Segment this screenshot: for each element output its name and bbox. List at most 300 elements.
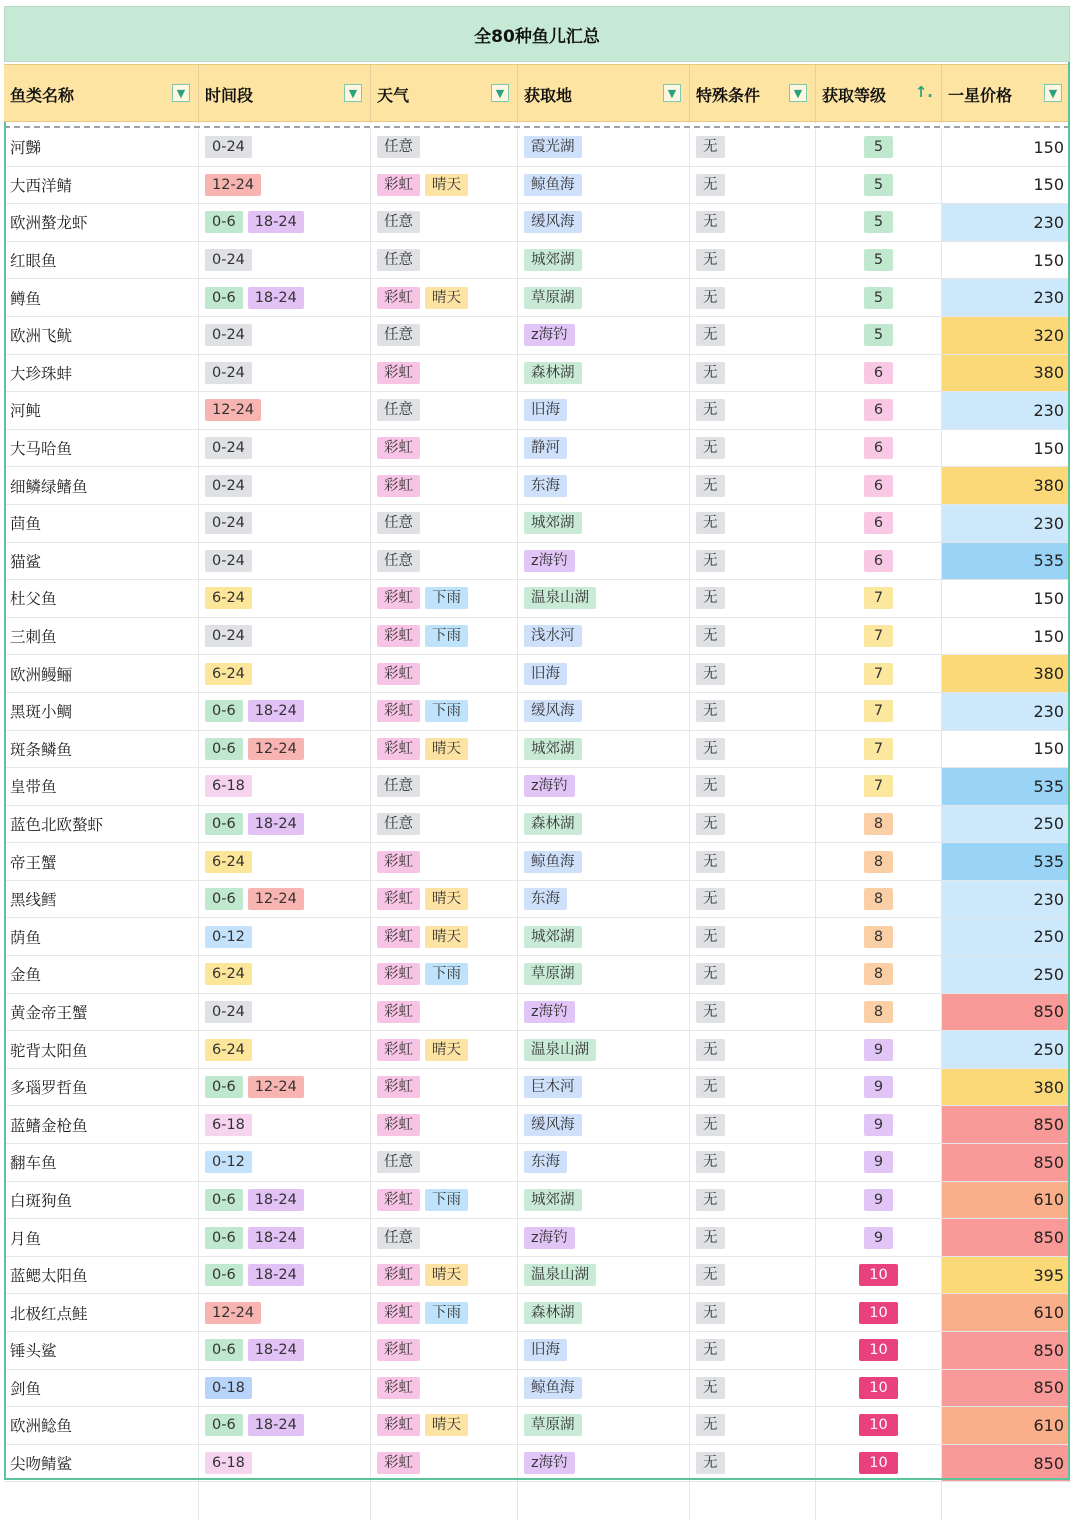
- cell-place[interactable]: [518, 1294, 690, 1331]
- cell-fish-name[interactable]: 杜父鱼: [4, 580, 199, 617]
- cell-weather[interactable]: [371, 167, 518, 204]
- cell-fish-name[interactable]: 河豑: [4, 129, 199, 166]
- cell-condition[interactable]: [690, 543, 816, 580]
- cell-price[interactable]: 150: [942, 242, 1070, 279]
- cell-level[interactable]: [816, 843, 942, 880]
- cell-fish-name[interactable]: 帝王蟹: [4, 843, 199, 880]
- cell-place[interactable]: [518, 1445, 690, 1482]
- condition-tag: 无: [696, 1151, 725, 1173]
- cell-place[interactable]: [518, 167, 690, 204]
- cell-fish-name[interactable]: 大西洋鲭: [4, 167, 199, 204]
- cell-weather[interactable]: [371, 580, 518, 617]
- cell-fish-name[interactable]: 大珍珠蚌: [4, 355, 199, 392]
- cell-weather[interactable]: [371, 693, 518, 730]
- condition-tag: 无: [696, 963, 725, 985]
- cell-weather[interactable]: [371, 881, 518, 918]
- cell-time[interactable]: [199, 843, 371, 880]
- cell-weather[interactable]: [371, 392, 518, 429]
- cell-fish-name[interactable]: 翻车鱼: [4, 1144, 199, 1181]
- cell-fish-name[interactable]: 皇带鱼: [4, 768, 199, 805]
- cell-weather[interactable]: [371, 1031, 518, 1068]
- cell-condition[interactable]: [690, 1069, 816, 1106]
- cell-place[interactable]: [518, 279, 690, 316]
- cell-condition[interactable]: [690, 655, 816, 692]
- cell-level[interactable]: [816, 279, 942, 316]
- cell-condition[interactable]: [690, 317, 816, 354]
- cell-fish-name[interactable]: 蓝鳍金枪鱼: [4, 1106, 199, 1143]
- cell-weather[interactable]: [371, 467, 518, 504]
- cell-fish-name[interactable]: 欧洲鳗鲡: [4, 655, 199, 692]
- cell-condition[interactable]: [690, 994, 816, 1031]
- cell-place[interactable]: [518, 204, 690, 241]
- cell-fish-name[interactable]: 欧洲螯龙虾: [4, 204, 199, 241]
- column-header-place[interactable]: [518, 65, 690, 123]
- column-header-weather[interactable]: [371, 65, 518, 123]
- cell-price[interactable]: 150: [942, 129, 1070, 166]
- cell-place[interactable]: [518, 881, 690, 918]
- cell-place[interactable]: [518, 1069, 690, 1106]
- cell-weather[interactable]: [371, 843, 518, 880]
- cell-place[interactable]: [518, 1144, 690, 1181]
- cell-time[interactable]: [199, 1031, 371, 1068]
- cell-fish-name[interactable]: 蓝色北欧螯虾: [4, 806, 199, 843]
- cell-place[interactable]: [518, 1407, 690, 1444]
- condition-tag: 无: [696, 287, 725, 309]
- sheet-title[interactable]: 全80种鱼儿汇总: [4, 6, 1070, 62]
- cell-condition[interactable]: [690, 1370, 816, 1407]
- cell-place[interactable]: [518, 806, 690, 843]
- cell-level[interactable]: [816, 618, 942, 655]
- cell-time[interactable]: [199, 355, 371, 392]
- condition-tag: 无: [696, 700, 725, 722]
- cell-place[interactable]: [518, 618, 690, 655]
- cell-time[interactable]: [199, 1407, 371, 1444]
- cell-condition[interactable]: [690, 806, 816, 843]
- place-tag: z海钓: [524, 550, 575, 572]
- cell-condition[interactable]: [690, 1031, 816, 1068]
- cell-weather[interactable]: [371, 279, 518, 316]
- column-header-condition[interactable]: [690, 65, 816, 123]
- weather-tag: 彩虹: [377, 1076, 420, 1098]
- table-row: [4, 731, 1070, 769]
- cell-time[interactable]: [199, 392, 371, 429]
- cell-fish-name[interactable]: 河鲀: [4, 392, 199, 429]
- cell-time[interactable]: [199, 1069, 371, 1106]
- cell-weather[interactable]: [371, 129, 518, 166]
- cell-price[interactable]: 535: [942, 543, 1070, 580]
- cell-fish-name[interactable]: 鳟鱼: [4, 279, 199, 316]
- cell-level[interactable]: [816, 129, 942, 166]
- cell-weather[interactable]: [371, 1144, 518, 1181]
- column-header-level[interactable]: [816, 65, 942, 123]
- weather-tag: 彩虹: [377, 738, 420, 760]
- time-tag: 12-24: [248, 1076, 304, 1098]
- cell-level[interactable]: [816, 317, 942, 354]
- cell-fish-name[interactable]: 金鱼: [4, 956, 199, 993]
- cell-condition[interactable]: [690, 881, 816, 918]
- cell-level[interactable]: [816, 355, 942, 392]
- cell-level[interactable]: [816, 1031, 942, 1068]
- cell-time[interactable]: [199, 1182, 371, 1219]
- cell-price[interactable]: 850: [942, 1144, 1070, 1181]
- cell-price[interactable]: 610: [942, 1294, 1070, 1331]
- cell-price[interactable]: 380: [942, 355, 1070, 392]
- cell-place[interactable]: [518, 1106, 690, 1143]
- cell-time[interactable]: [199, 242, 371, 279]
- column-header-price[interactable]: [942, 65, 1070, 123]
- cell-time[interactable]: [199, 1257, 371, 1294]
- weather-tag: 彩虹: [377, 625, 420, 647]
- cell-level[interactable]: [816, 1445, 942, 1482]
- cell-weather[interactable]: [371, 1182, 518, 1219]
- cell-fish-name[interactable]: 北极红点鲑: [4, 1294, 199, 1331]
- weather-tag: 彩虹: [377, 1039, 420, 1061]
- cell-weather[interactable]: [371, 768, 518, 805]
- cell-fish-name[interactable]: 茴鱼: [4, 505, 199, 542]
- cell-time[interactable]: [199, 467, 371, 504]
- cell-time[interactable]: [199, 430, 371, 467]
- cell-level[interactable]: [816, 731, 942, 768]
- cell-price[interactable]: 850: [942, 994, 1070, 1031]
- filter-icon[interactable]: ▼: [663, 84, 681, 102]
- cell-place[interactable]: [518, 1219, 690, 1256]
- cell-place[interactable]: [518, 956, 690, 993]
- cell-time[interactable]: [199, 731, 371, 768]
- cell-level[interactable]: [816, 768, 942, 805]
- cell-place[interactable]: [518, 129, 690, 166]
- cell-level[interactable]: [816, 956, 942, 993]
- place-tag: 城郊湖: [524, 1189, 582, 1211]
- cell-fish-name[interactable]: 斑条鳞鱼: [4, 731, 199, 768]
- cell-price[interactable]: 150: [942, 731, 1070, 768]
- cell-weather[interactable]: [371, 1069, 518, 1106]
- filter-icon[interactable]: ▼: [491, 84, 509, 102]
- cell-weather[interactable]: [371, 505, 518, 542]
- cell-condition[interactable]: [690, 505, 816, 542]
- cell-condition[interactable]: [690, 1445, 816, 1482]
- cell-price[interactable]: 850: [942, 1332, 1070, 1369]
- cell-level[interactable]: [816, 430, 942, 467]
- cell-time[interactable]: [199, 1294, 371, 1331]
- cell-time[interactable]: [199, 994, 371, 1031]
- cell-time[interactable]: [199, 1370, 371, 1407]
- cell-fish-name[interactable]: 欧洲鲶鱼: [4, 1407, 199, 1444]
- cell-weather[interactable]: [371, 1294, 518, 1331]
- cell-price[interactable]: 610: [942, 1407, 1070, 1444]
- cell-place[interactable]: [518, 242, 690, 279]
- cell-condition[interactable]: [690, 1294, 816, 1331]
- cell-price[interactable]: 535: [942, 768, 1070, 805]
- cell-time[interactable]: [199, 1332, 371, 1369]
- cell-level[interactable]: [816, 505, 942, 542]
- cell-price[interactable]: 380: [942, 655, 1070, 692]
- sort-ascending-icon[interactable]: ↑.: [914, 83, 933, 101]
- cell-condition[interactable]: [690, 580, 816, 617]
- cell-time[interactable]: [199, 768, 371, 805]
- cell-time[interactable]: [199, 1445, 371, 1482]
- cell-price[interactable]: 850: [942, 1219, 1070, 1256]
- cell-level[interactable]: [816, 392, 942, 429]
- cell-weather[interactable]: [371, 242, 518, 279]
- cell-fish-name[interactable]: 尖吻鲭鲨: [4, 1445, 199, 1482]
- cell-level[interactable]: [816, 918, 942, 955]
- cell-weather[interactable]: [371, 655, 518, 692]
- cell-condition[interactable]: [690, 1257, 816, 1294]
- cell-level[interactable]: [816, 204, 942, 241]
- column-header-name[interactable]: [4, 65, 199, 123]
- cell-price[interactable]: 850: [942, 1106, 1070, 1143]
- cell-price[interactable]: 230: [942, 881, 1070, 918]
- cell-condition[interactable]: [690, 392, 816, 429]
- cell-weather[interactable]: [371, 731, 518, 768]
- cell-time[interactable]: [199, 129, 371, 166]
- cell-weather[interactable]: [371, 430, 518, 467]
- cell-place[interactable]: [518, 843, 690, 880]
- time-tag: 0-24: [205, 136, 252, 158]
- cell-price[interactable]: 380: [942, 467, 1070, 504]
- cell-price[interactable]: 250: [942, 1031, 1070, 1068]
- cell-price[interactable]: 395: [942, 1257, 1070, 1294]
- weather-tag: 彩虹: [377, 1339, 420, 1361]
- cell-level[interactable]: [816, 693, 942, 730]
- cell-weather[interactable]: [371, 355, 518, 392]
- cell-level[interactable]: [816, 1332, 942, 1369]
- cell-weather[interactable]: [371, 204, 518, 241]
- cell-condition[interactable]: [690, 1144, 816, 1181]
- cell-fish-name[interactable]: 荫鱼: [4, 918, 199, 955]
- cell-price[interactable]: 230: [942, 693, 1070, 730]
- filter-icon[interactable]: ▼: [789, 84, 807, 102]
- cell-place[interactable]: [518, 918, 690, 955]
- time-tag: 18-24: [248, 1264, 304, 1286]
- cell-place[interactable]: [518, 1182, 690, 1219]
- cell-condition[interactable]: [690, 355, 816, 392]
- cell-price[interactable]: 150: [942, 618, 1070, 655]
- cell-time[interactable]: [199, 1219, 371, 1256]
- cell-weather[interactable]: [371, 618, 518, 655]
- cell-place[interactable]: [518, 655, 690, 692]
- cell-condition[interactable]: [690, 430, 816, 467]
- level-tag: 10: [859, 1302, 897, 1324]
- cell-fish-name[interactable]: 三刺鱼: [4, 618, 199, 655]
- cell-weather[interactable]: [371, 1106, 518, 1143]
- cell-price[interactable]: 380: [942, 1069, 1070, 1106]
- weather-tag: 彩虹: [377, 1452, 420, 1474]
- cell-condition[interactable]: [690, 618, 816, 655]
- cell-time[interactable]: [199, 956, 371, 993]
- cell-price[interactable]: 230: [942, 279, 1070, 316]
- cell-weather[interactable]: [371, 1257, 518, 1294]
- cell-level[interactable]: [816, 806, 942, 843]
- cell-condition[interactable]: [690, 1407, 816, 1444]
- time-tag: 0-6: [205, 1227, 243, 1249]
- cell-condition[interactable]: [690, 467, 816, 504]
- cell-place[interactable]: [518, 768, 690, 805]
- level-tag: 5: [864, 174, 893, 196]
- cell-weather[interactable]: [371, 918, 518, 955]
- cell-fish-name[interactable]: 黄金帝王蟹: [4, 994, 199, 1031]
- weather-tag: 彩虹: [377, 1302, 420, 1324]
- cell-fish-name[interactable]: 黑斑小鲷: [4, 693, 199, 730]
- level-tag: 6: [864, 362, 893, 384]
- cell-place[interactable]: [518, 693, 690, 730]
- cell-weather[interactable]: [371, 543, 518, 580]
- cell-fish-name[interactable]: 猫鲨: [4, 543, 199, 580]
- cell-weather[interactable]: [371, 806, 518, 843]
- cell-condition[interactable]: [690, 768, 816, 805]
- cell-price[interactable]: 250: [942, 806, 1070, 843]
- cell-time[interactable]: [199, 918, 371, 955]
- cell-level[interactable]: [816, 167, 942, 204]
- cell-place[interactable]: [518, 317, 690, 354]
- cell-condition[interactable]: [690, 693, 816, 730]
- cell-weather[interactable]: [371, 1332, 518, 1369]
- cell-condition[interactable]: [690, 956, 816, 993]
- cell-weather[interactable]: [371, 1407, 518, 1444]
- cell-price[interactable]: 150: [942, 580, 1070, 617]
- cell-condition[interactable]: [690, 1219, 816, 1256]
- cell-weather[interactable]: [371, 1370, 518, 1407]
- cell-price[interactable]: 850: [942, 1445, 1070, 1482]
- cell-place[interactable]: [518, 1031, 690, 1068]
- cell-price[interactable]: 150: [942, 430, 1070, 467]
- cell-place[interactable]: [518, 430, 690, 467]
- cell-condition[interactable]: [690, 1106, 816, 1143]
- cell-fish-name[interactable]: 多瑙罗哲鱼: [4, 1069, 199, 1106]
- table-row: [4, 618, 1070, 656]
- cell-time[interactable]: [199, 655, 371, 692]
- place-tag: 森林湖: [524, 813, 582, 835]
- cell-price[interactable]: 250: [942, 956, 1070, 993]
- cell-time[interactable]: [199, 167, 371, 204]
- cell-fish-name[interactable]: 大马哈鱼: [4, 430, 199, 467]
- cell-price[interactable]: 150: [942, 167, 1070, 204]
- cell-time[interactable]: [199, 806, 371, 843]
- cell-condition[interactable]: [690, 129, 816, 166]
- cell-weather[interactable]: [371, 1445, 518, 1482]
- filter-icon[interactable]: ▼: [1044, 84, 1062, 102]
- cell-level[interactable]: [816, 881, 942, 918]
- cell-condition[interactable]: [690, 279, 816, 316]
- cell-condition[interactable]: [690, 167, 816, 204]
- cell-price[interactable]: 320: [942, 317, 1070, 354]
- cell-place[interactable]: [518, 355, 690, 392]
- cell-fish-name[interactable]: 蓝鳃太阳鱼: [4, 1257, 199, 1294]
- cell-fish-name[interactable]: 红眼鱼: [4, 242, 199, 279]
- cell-fish-name[interactable]: 锤头鲨: [4, 1332, 199, 1369]
- cell-condition[interactable]: [690, 242, 816, 279]
- cell-price[interactable]: 535: [942, 843, 1070, 880]
- cell-time[interactable]: [199, 317, 371, 354]
- cell-price[interactable]: 230: [942, 204, 1070, 241]
- cell-fish-name[interactable]: 驼背太阳鱼: [4, 1031, 199, 1068]
- cell-weather[interactable]: [371, 317, 518, 354]
- cell-level[interactable]: [816, 1182, 942, 1219]
- filter-icon[interactable]: ▼: [344, 84, 362, 102]
- cell-price[interactable]: 230: [942, 505, 1070, 542]
- cell-time[interactable]: [199, 693, 371, 730]
- cell-place[interactable]: [518, 1332, 690, 1369]
- cell-time[interactable]: [199, 279, 371, 316]
- cell-place[interactable]: [518, 731, 690, 768]
- cell-level[interactable]: [816, 1407, 942, 1444]
- cell-place[interactable]: [518, 1370, 690, 1407]
- cell-time[interactable]: [199, 881, 371, 918]
- cell-level[interactable]: [816, 1370, 942, 1407]
- cell-price[interactable]: 850: [942, 1370, 1070, 1407]
- cell-fish-name[interactable]: 细鳞绿鳍鱼: [4, 467, 199, 504]
- cell-time[interactable]: [199, 204, 371, 241]
- cell-weather[interactable]: [371, 1219, 518, 1256]
- cell-time[interactable]: [199, 1106, 371, 1143]
- cell-time[interactable]: [199, 1144, 371, 1181]
- cell-place[interactable]: [518, 505, 690, 542]
- cell-level[interactable]: [816, 1144, 942, 1181]
- cell-place[interactable]: [518, 543, 690, 580]
- cell-condition[interactable]: [690, 1332, 816, 1369]
- cell-condition[interactable]: [690, 843, 816, 880]
- cell-level[interactable]: [816, 1069, 942, 1106]
- cell-time[interactable]: [199, 543, 371, 580]
- cell-place[interactable]: [518, 1257, 690, 1294]
- cell-condition[interactable]: [690, 731, 816, 768]
- cell-price[interactable]: 250: [942, 918, 1070, 955]
- cell-place[interactable]: [518, 994, 690, 1031]
- cell-condition[interactable]: [690, 918, 816, 955]
- level-tag: 6: [864, 512, 893, 534]
- cell-fish-name[interactable]: 月鱼: [4, 1219, 199, 1256]
- cell-place[interactable]: [518, 392, 690, 429]
- weather-tag: 晴天: [425, 926, 468, 948]
- cell-time[interactable]: [199, 580, 371, 617]
- cell-weather[interactable]: [371, 956, 518, 993]
- cell-weather[interactable]: [371, 994, 518, 1031]
- cell-condition[interactable]: [690, 204, 816, 241]
- cell-level[interactable]: [816, 543, 942, 580]
- cell-level[interactable]: [816, 1106, 942, 1143]
- cell-level[interactable]: [816, 580, 942, 617]
- time-tag: 0-6: [205, 738, 243, 760]
- cell-level[interactable]: [816, 655, 942, 692]
- cell-time[interactable]: [199, 505, 371, 542]
- cell-level[interactable]: [816, 1219, 942, 1256]
- level-tag: 5: [864, 324, 893, 346]
- weather-tag: 晴天: [425, 1264, 468, 1286]
- cell-level[interactable]: [816, 1257, 942, 1294]
- cell-time[interactable]: [199, 618, 371, 655]
- cell-place[interactable]: [518, 580, 690, 617]
- cell-fish-name[interactable]: 剑鱼: [4, 1370, 199, 1407]
- cell-price[interactable]: 610: [942, 1182, 1070, 1219]
- cell-fish-name[interactable]: 白斑狗鱼: [4, 1182, 199, 1219]
- level-tag: 7: [864, 738, 893, 760]
- cell-place[interactable]: [518, 467, 690, 504]
- filter-icon[interactable]: ▼: [172, 84, 190, 102]
- weather-tag: 下雨: [425, 625, 468, 647]
- table-row: [4, 580, 1070, 618]
- cell-fish-name[interactable]: 黑线鳕: [4, 881, 199, 918]
- time-tag: 0-24: [205, 437, 252, 459]
- cell-level[interactable]: [816, 467, 942, 504]
- cell-fish-name[interactable]: 欧洲飞鱿: [4, 317, 199, 354]
- cell-level[interactable]: [816, 994, 942, 1031]
- cell-level[interactable]: [816, 1294, 942, 1331]
- cell-price[interactable]: 230: [942, 392, 1070, 429]
- cell-level[interactable]: [816, 242, 942, 279]
- weather-tag: 任意: [377, 249, 420, 271]
- cell-condition[interactable]: [690, 1182, 816, 1219]
- column-header-time[interactable]: [199, 65, 371, 123]
